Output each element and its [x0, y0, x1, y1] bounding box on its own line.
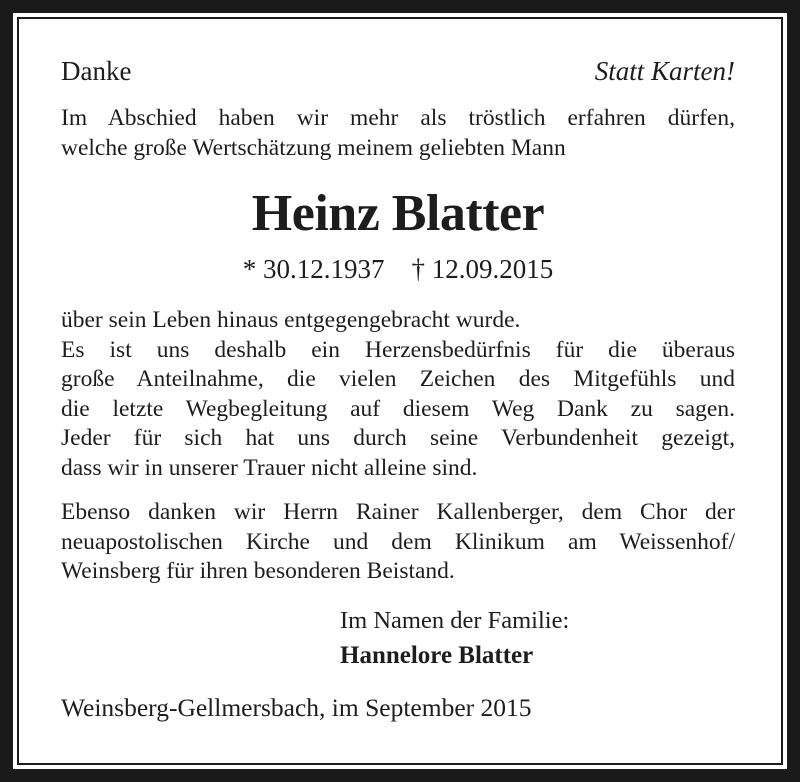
text-line: Weinsberg für ihren besonderen Beistand. — [61, 558, 455, 584]
thanks-paragraph — [61, 498, 735, 587]
intro-line: Im Abschied haben wir mehr als tröstlich erfahren dürfen, — [61, 105, 735, 131]
closing-family-name: Hannelore Blatter — [340, 641, 534, 669]
text-line: über sein Leben hinaus entgegengebracht wurde. — [61, 307, 521, 333]
closing-label: Im Namen der Familie: — [340, 606, 570, 634]
intro-paragraph — [61, 104, 735, 163]
frame-gap — [13, 13, 787, 769]
main-paragraph — [61, 306, 735, 483]
death-date: † 12.09.2015 — [411, 254, 554, 284]
birth-date: * 30.12.1937 — [242, 254, 385, 284]
text-line: die letzte Wegbegleitung auf diesem Weg Dank zu sagen. — [61, 395, 735, 422]
deceased-name: Heinz Blatter — [251, 185, 545, 242]
text-line: Jeder für sich hat uns durch seine Verbundenheit gezeigt, — [61, 425, 735, 451]
text-line: Es ist uns deshalb ein Herzensbedürfnis für die überaus — [61, 336, 735, 363]
obituary-thanks-notice — [17, 17, 783, 765]
text-line: dass wir in unserer Trauer nicht alleine sind. — [61, 454, 478, 481]
text-line: Ebenso danken wir Herrn Rainer Kallenberger, dem Chor der — [61, 499, 735, 525]
notice-header — [61, 57, 735, 85]
danke-heading: Danke — [61, 56, 132, 86]
closing-block — [340, 606, 735, 669]
text-line: neuapostolischen Kirche und dem Klinikum am Weissenhof/ — [61, 528, 735, 555]
place-date-line: Weinsberg-Gellmersbach, im September 2015 — [61, 692, 532, 722]
life-dates — [61, 254, 735, 284]
intro-line: welche große Wertschätzung meinem geliebten Mann — [61, 134, 566, 161]
text-line: große Anteilnahme, die vielen Zeichen des Mitgefühls und — [61, 366, 735, 392]
statt-karten-note: Statt Karten! — [594, 56, 735, 86]
